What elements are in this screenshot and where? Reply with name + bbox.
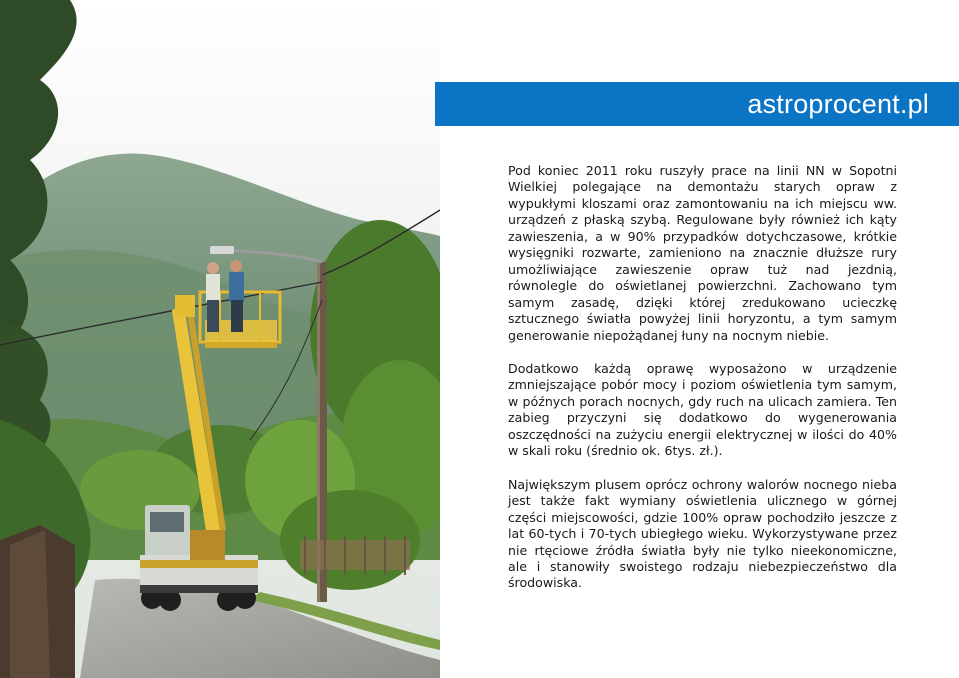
header-bar xyxy=(435,82,959,126)
article-paragraph-3: Największym plusem oprócz ochrony walorów nocnego nieba jest także fakt wymiany oświetlenia ulicznego w górnej części miejscowości, gdzie 100% opraw pochodziło jeszcze z lat 60-tych i 70-tych ubiegłego wieku. Wykorzystywane przez nie rtęciowe źródła światła były nie tylko nieekonomiczne, ale i stanowiły swoistego rodzaju niebezpieczeństwo dla środowiska. xyxy=(508,476,897,591)
article-paragraph-2: Dodatkowo każdą oprawę wyposażono w urządzenie zmniejszające pobór mocy i poziom oświetlenia tym samym, w późnych porach nocnych, gdy ruch na ulicach zamiera. Ten zabieg przyczyni się dodatkowo do wygenerowania oszczędności na zużyciu energii elektrycznej w ilości do 40% w skali roku (średnio ok. 6tys. zł.). xyxy=(508,360,897,459)
article-paragraph-1: Pod koniec 2011 roku ruszyły prace na linii NN w Sopotni Wielkiej polegające na demontażu starych opraw z wypukłymi kloszami oraz zamontowaniu na ich miejscu ww. urządzeń z płaską szybą. Regulowane były również ich kąty zawieszenia, a w 90% przypadków dotychczasowe, krótkie wysięgniki rozwarte, zamieniono na znacznie dłuższe rury umożliwiające zawieszenie opraw tuż nad jezdnią, równolegle do oświetlanej powierzchni. Zachowano tym samym zasadę, dzięki której zredukowano ucieczkę sztucznego światła powyżej linii horyzontu, a tym samym generowanie niepożądanej łuny na nocnym niebie. xyxy=(508,163,897,343)
article-body xyxy=(508,163,897,609)
site-title: astroprocent.pl xyxy=(747,89,929,119)
street-lamp-installation-photo xyxy=(0,0,440,678)
